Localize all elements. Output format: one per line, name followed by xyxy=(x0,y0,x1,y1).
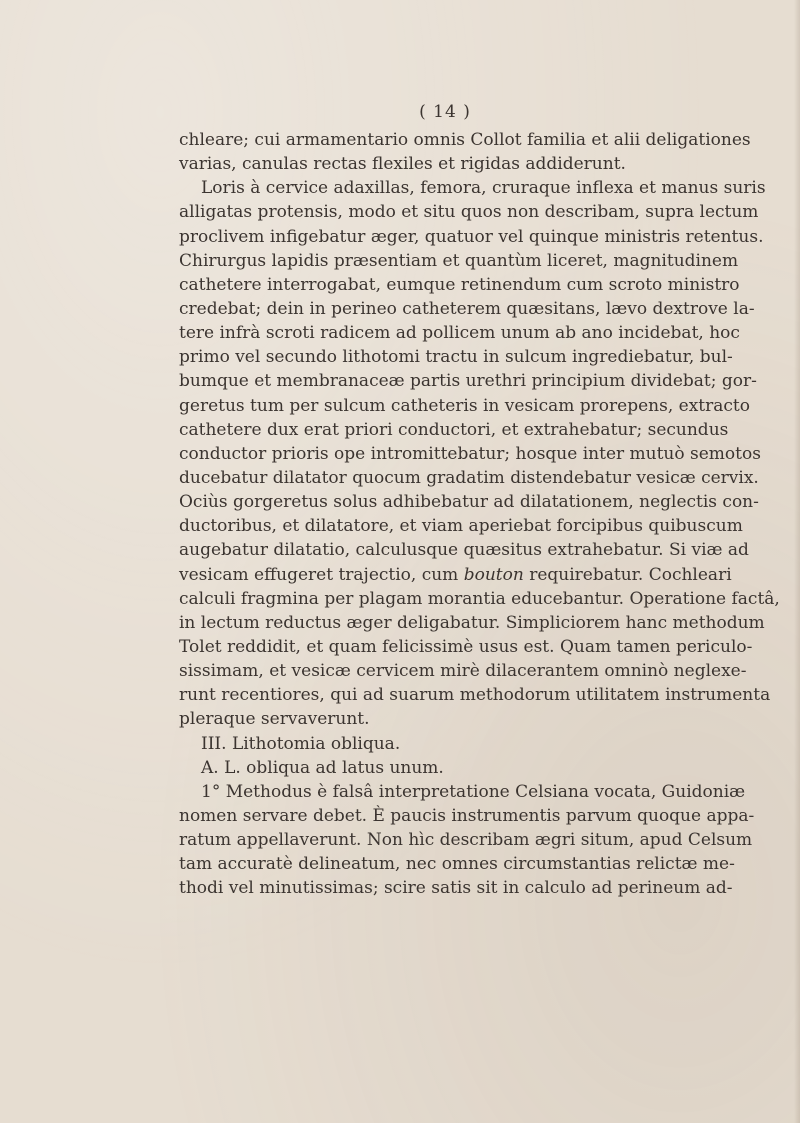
body-text xyxy=(179,128,780,901)
paper-edge-shadow xyxy=(794,0,800,1123)
text-line: Chirurgus lapidis præsentiam et quantùm liceret, magnitudinem xyxy=(179,250,739,271)
text-line: thodi vel minutissimas; scire satis sit in calculo ad perineum ad- xyxy=(179,878,733,899)
paragraph-start-line: Loris à cervice adaxillas, femora, cruraque inflexa et manus suris xyxy=(201,178,766,199)
text-line: alligatas protensis, modo et situ quos non describam, supra lectum xyxy=(179,202,759,223)
text-line: cathetere dux erat priori conductori, et extrahebatur; secundus xyxy=(179,419,729,440)
page-number: ( 14 ) xyxy=(419,102,471,122)
subsection-heading: A. L. obliqua ad latus unum. xyxy=(201,757,444,778)
text-line: tam accuratè delineatum, nec omnes circumstantias relictæ me- xyxy=(179,854,735,875)
text-line: ratum appellaverunt. Non hìc describam ægri situm, apud Celsum xyxy=(179,830,753,851)
text-line: bumque et membranaceæ partis urethri principium dividebat; gor- xyxy=(179,371,757,392)
text-line: credebat; dein in perineo catheterem quæsitans, lævo dextrove la- xyxy=(179,298,755,319)
text-line: Tolet reddidit, et quam felicissimè usus est. Quam tamen periculo- xyxy=(179,636,753,657)
text-line: pleraque servaverunt. xyxy=(179,709,370,730)
text-line: tere infrà scroti radicem ad pollicem unum ab ano incidebat, hoc xyxy=(179,323,740,344)
text-segment: requirebatur. Cochleari xyxy=(523,564,732,585)
text-line: runt recentiores, qui ad suarum methodorum utilitatem instrumenta xyxy=(179,685,771,706)
text-line: nomen servare debet. È paucis instrumentis parvum quoque appa- xyxy=(179,805,755,826)
text-line: calculi fragmina per plagam morantia educebantur. Operatione factâ, xyxy=(179,588,780,609)
text-line: in lectum reductus æger deligabatur. Simpliciorem hanc methodum xyxy=(179,612,765,633)
text-line: sissimam, et vesicæ cervicem mirè dilacerantem omninò neglexe- xyxy=(179,661,747,682)
text-line: ducebatur dilatator quocum gradatim distendebatur vesicæ cervix. xyxy=(179,467,759,488)
text-line: augebatur dilatatio, calculusque quæsitus extrahebatur. Si viæ ad xyxy=(179,540,749,561)
text-line: cathetere interrogabat, eumque retinendum cum scroto ministro xyxy=(179,274,740,295)
italic-term: bouton xyxy=(463,564,524,585)
text-line: primo vel secundo lithotomi tractu in sulcum ingrediebatur, bul- xyxy=(179,347,733,368)
text-line: geretus tum per sulcum catheteris in vesicam prorepens, extracto xyxy=(179,395,750,416)
text-line: ductoribus, et dilatatore, et viam aperiebat forcipibus quibuscum xyxy=(179,516,743,537)
section-heading: III. Lithotomia obliqua. xyxy=(201,733,401,754)
paragraph-start-line: 1° Methodus è falsâ interpretatione Celsiana vocata, Guidoniæ xyxy=(201,781,746,802)
text-line: varias, canulas rectas flexiles et rigidas addiderunt. xyxy=(179,154,626,175)
text-segment: vesicam effugeret trajectio, cum xyxy=(179,564,464,585)
text-line-with-italic xyxy=(179,563,732,587)
text-line: conductor prioris ope intromittebatur; hosque inter mutuò semotos xyxy=(179,443,761,464)
text-line: chleare; cui armamentario omnis Collot familia et alii deligationes xyxy=(179,130,751,150)
text-line: Ociùs gorgeretus solus adhibebatur ad dilatationem, neglectis con- xyxy=(179,492,759,513)
text-line: proclivem infigebatur æger, quatuor vel quinque ministris retentus. xyxy=(179,226,764,247)
